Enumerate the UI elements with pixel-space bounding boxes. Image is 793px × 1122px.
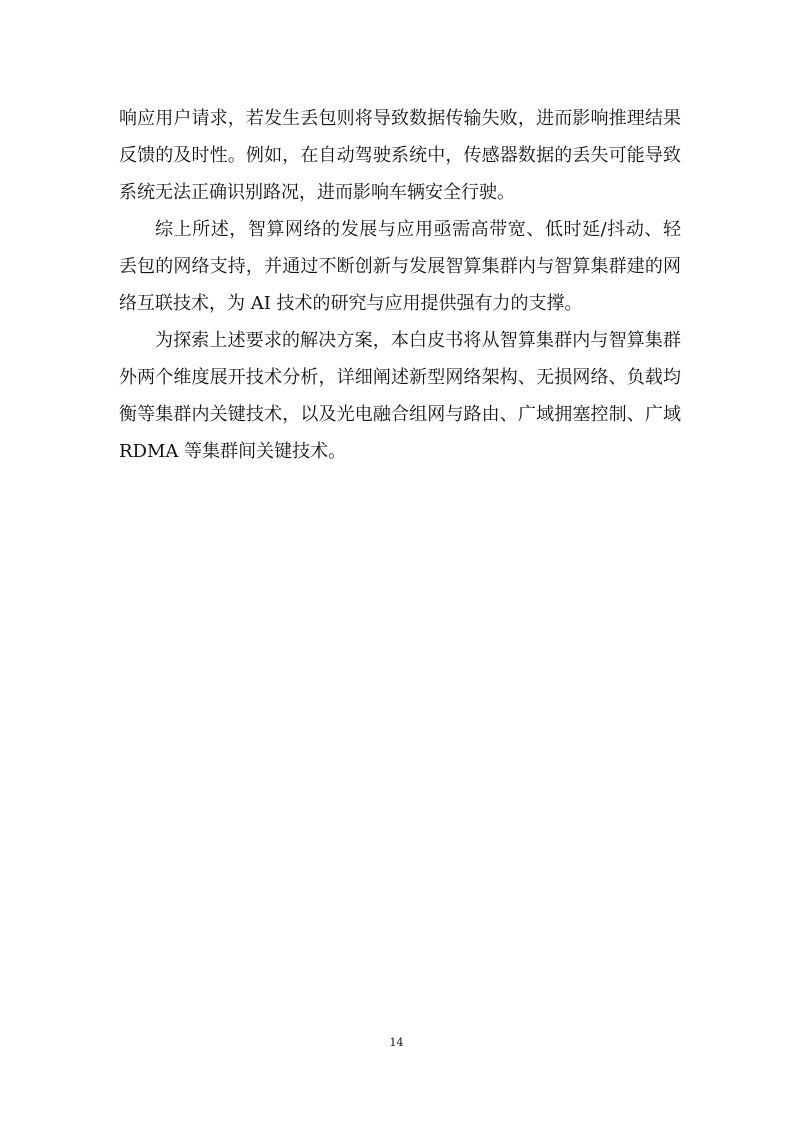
paragraph-continuation: 响应用户请求，若发生丢包则将导致数据传输失败，进而影响推理结果反馈的及时性。例如，在自动驾驶系统中，传感器数据的丢失可能导致系统无法正确识别路况，进而影响车辆安全行驶。 xyxy=(119,108,681,203)
paragraph-whitepaper-scope: 为探索上述要求的解决方案，本白皮书将从智算集群内与智算集群外两个维度展开技术分析，详细阐述新型网络架构、无损网络、负载均衡等集群内关键技术，以及光电融合组网与路由、广域拥塞控制、广域 RDMA 等集群间关键技术。 xyxy=(119,330,681,462)
paragraph-summary: 综上所述，智算网络的发展与应用亟需高带宽、低时延/抖动、轻丢包的网络支持，并通过不断创新与发展智算集群内与智算集群建的网络互联技术，为 AI 技术的研究与应用提供强有力的支撑。 xyxy=(119,219,681,314)
page-number: 14 xyxy=(389,1036,404,1049)
body-text xyxy=(119,100,681,470)
